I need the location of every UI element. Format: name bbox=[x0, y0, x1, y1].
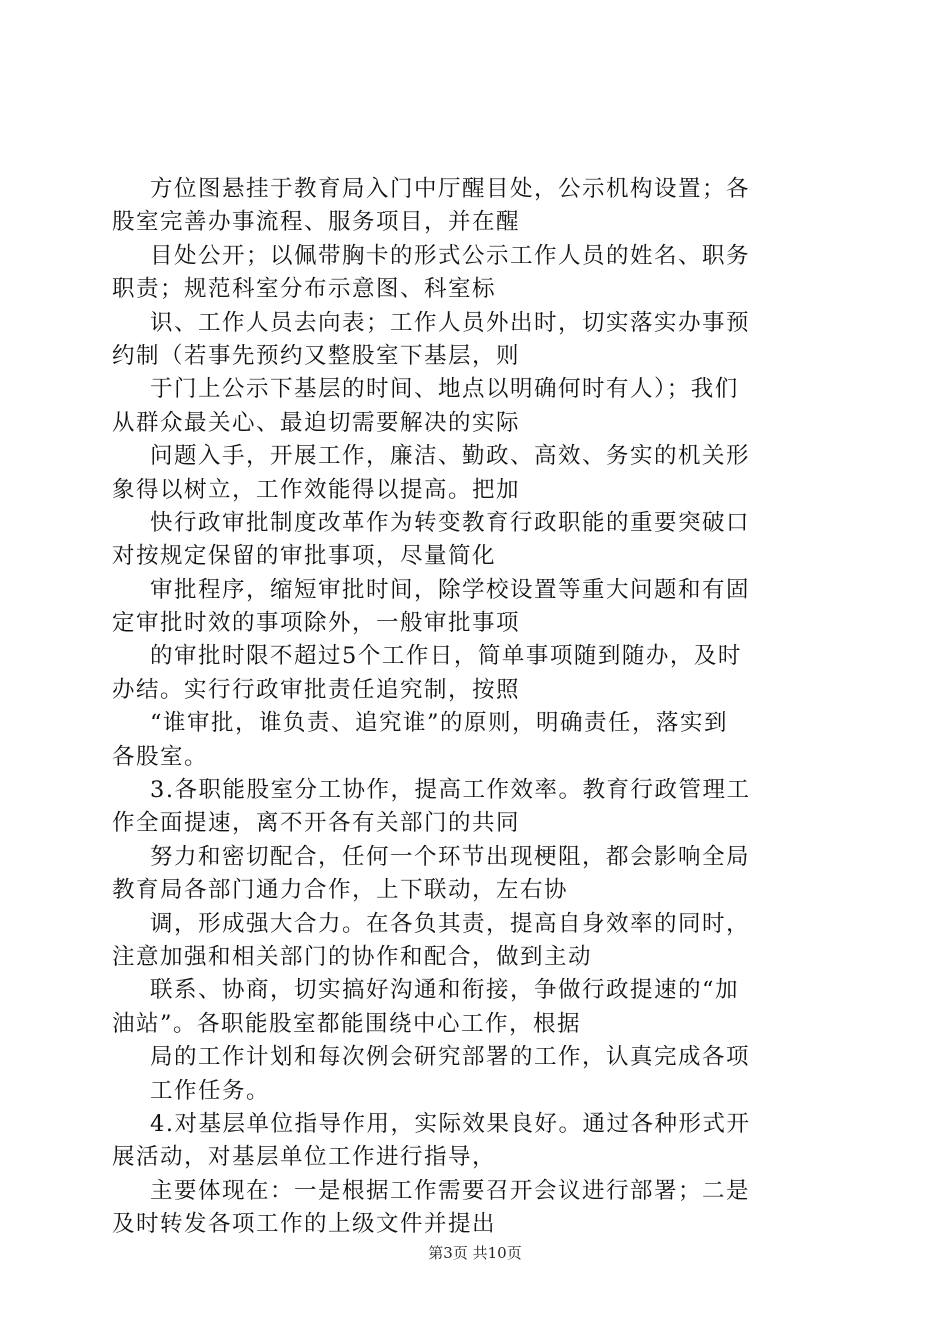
text-line: 展活动，对基层单位工作进行指导， bbox=[112, 1144, 497, 1171]
text-line: 审批程序，缩短审批时间，除学校设置等重大问题和有固 bbox=[150, 576, 751, 603]
text-line: 约制（若事先预约又整股室下基层，则 bbox=[112, 342, 521, 369]
text-line: 局的工作计划和每次例会研究部署的工作，认真完成各项 bbox=[150, 1044, 751, 1071]
text-line: 于门上公示下基层的时间、地点以明确何时有人）；我们 bbox=[150, 376, 739, 403]
text-line: 的审批时限不超过5个工作日，简单事项随到随办，及时 bbox=[150, 643, 742, 670]
text-line: 油站”。各职能股室都能围绕中心工作，根据 bbox=[112, 1010, 582, 1037]
text-line: 注意加强和相关部门的协作和配合，做到主动 bbox=[112, 943, 593, 970]
text-line: 作全面提速，离不开各有关部门的共同 bbox=[112, 810, 521, 837]
text-line: 及时转发各项工作的上级文件并提出 bbox=[112, 1211, 497, 1238]
text-line: 办结。实行行政审批责任追究制，按照 bbox=[112, 676, 521, 703]
text-line: 4.对基层单位指导作用，实际效果良好。通过各种形式开 bbox=[150, 1110, 751, 1137]
text-line: 联系、协商，切实搞好沟通和衔接，争做行政提速的“加 bbox=[150, 977, 740, 1004]
page-footer: 第3页 共10页 bbox=[428, 1244, 522, 1262]
text-line: 象得以树立，工作效能得以提高。把加 bbox=[112, 476, 521, 503]
document-body bbox=[112, 173, 842, 1242]
text-line: 工作任务。 bbox=[150, 1077, 271, 1104]
text-line: 定审批时效的事项除外，一般审批事项 bbox=[112, 610, 521, 637]
text-line: 快行政审批制度改革作为转变教育行政职能的重要突破口 bbox=[150, 509, 751, 536]
text-line: 各股室。 bbox=[112, 743, 209, 770]
text-line: 主要体现在：一是根据工作需要召开会议进行部署；二是 bbox=[150, 1177, 751, 1204]
text-line: 股室完善办事流程、服务项目，并在醒 bbox=[112, 209, 521, 236]
text-line: 努力和密切配合，任何一个环节出现梗阻，都会影响全局 bbox=[150, 843, 751, 870]
text-line: 调，形成强大合力。在各负其责，提高自身效率的同时， bbox=[150, 910, 751, 937]
text-line: 职责；规范科室分布示意图、科室标 bbox=[112, 276, 497, 303]
text-line: 教育局各部门通力合作，上下联动，左右协 bbox=[112, 877, 569, 904]
text-line: 目处公开；以佩带胸卡的形式公示工作人员的姓名、职务 bbox=[150, 242, 751, 269]
text-line: 问题入手，开展工作，廉洁、勤政、高效、务实的机关形 bbox=[150, 443, 751, 470]
text-line: 方位图悬挂于教育局入门中厅醒目处，公示机构设置；各 bbox=[150, 176, 751, 202]
text-line: 对按规定保留的审批事项，尽量简化 bbox=[112, 543, 497, 570]
text-line: 3.各职能股室分工协作，提高工作效率。教育行政管理工 bbox=[150, 777, 751, 804]
text-line: 从群众最关心、最迫切需要解决的实际 bbox=[112, 409, 521, 436]
text-line: 识、工作人员去向表；工作人员外出时，切实落实办事预 bbox=[150, 309, 751, 336]
text-line: “谁审批，谁负责、追究谁”的原则，明确责任，落实到 bbox=[150, 710, 729, 737]
